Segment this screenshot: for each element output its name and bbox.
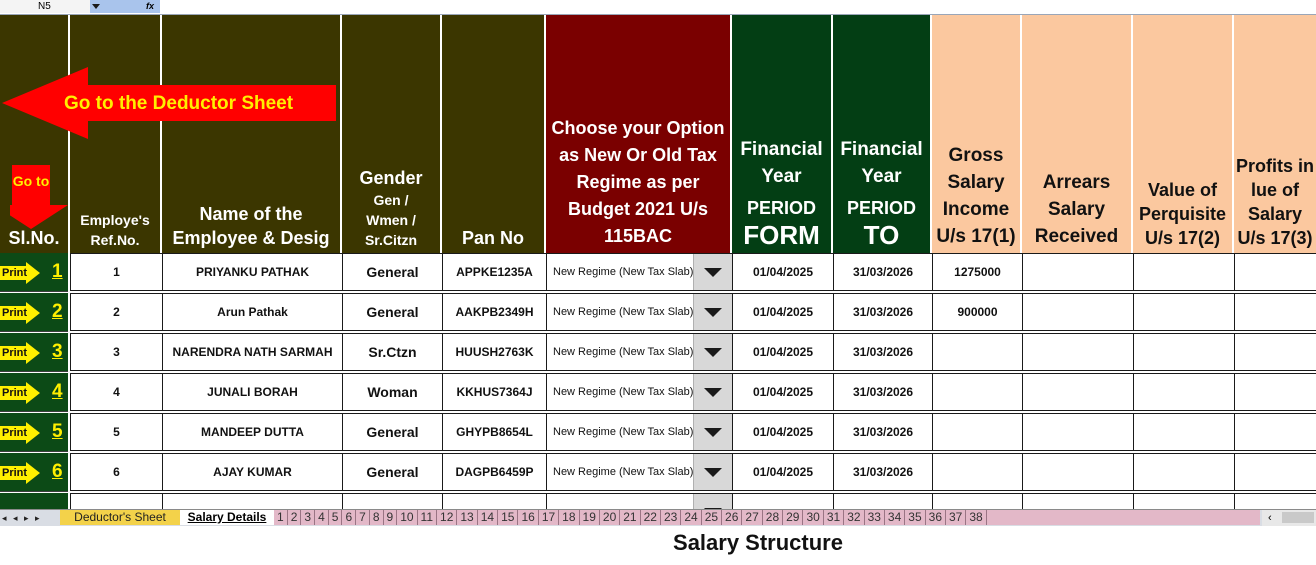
period-to-cell-value: 31/03/2026 [852,265,914,279]
dropdown-button[interactable] [693,414,732,450]
name-cell[interactable] [162,253,343,291]
chevron-down-icon [704,468,722,477]
gross-salary-cell[interactable] [932,453,1023,491]
gross-salary-cell[interactable] [932,413,1023,451]
deductor-link-label: Go to the Deductor Sheet [64,93,294,114]
period-from-cell-value: 01/04/2025 [752,385,814,399]
profits-cell[interactable] [1234,253,1316,291]
name-cell[interactable] [162,373,343,411]
pan-cell[interactable] [442,253,547,291]
name-cell[interactable] [162,333,343,371]
period-to-cell[interactable] [833,413,933,451]
tab-sheet-number[interactable]: 31 [824,510,844,525]
regime-select-value: New Regime (New Tax Slab) [553,426,694,438]
regime-select-value: New Regime (New Tax Slab) [553,346,694,358]
row-number-link[interactable]: 1 [52,261,63,282]
pan-cell[interactable] [442,413,547,451]
pan-cell[interactable] [442,293,547,331]
gender-cell-value: General [366,424,419,440]
period-from-cell[interactable] [732,373,834,411]
deductor-sheet-link[interactable] [2,67,336,139]
header-gender-sub: Gen / Wmen / Sr.Citzn [364,192,418,248]
print-button[interactable] [0,462,40,484]
gender-cell-value: Woman [367,384,418,400]
period-to-cell[interactable] [833,493,933,509]
print-label: Print [2,427,28,439]
dropdown-button[interactable] [693,454,732,490]
gross-salary-cell[interactable] [932,333,1023,371]
print-button[interactable] [0,342,40,364]
ref-cell[interactable] [70,333,163,371]
arrears-cell[interactable] [1022,493,1134,509]
tab-sheet-number[interactable]: 13 [457,510,477,525]
row-number-link[interactable]: 3 [52,341,63,362]
dropdown-button[interactable] [693,294,732,330]
header-regime-label: Choose your Option as New Or Old Tax Regime as per Budget 2021 U/s 115BAC [551,118,725,246]
header-regime [546,15,732,253]
ref-cell-value: 2 [113,305,120,319]
pan-cell[interactable] [442,333,547,371]
gross-salary-cell[interactable] [932,293,1023,331]
header-pan [442,15,546,253]
table-row [0,373,1316,413]
tab-sheet-number[interactable]: 36 [926,510,946,525]
period-from-cell[interactable] [732,253,834,291]
table-row [0,293,1316,333]
gender-cell-value: General [366,304,419,320]
sheet-nav-arrows[interactable]: ◂ ◂ ▸ ▸ [2,513,42,523]
row-number-link[interactable]: 6 [52,461,63,482]
gender-cell-value: Sr.Ctzn [368,344,417,360]
tab-sheet-number[interactable]: 14 [478,510,498,525]
header-fy-to-label: Financial Year [840,139,923,187]
tab-sheet-number[interactable]: 28 [763,510,783,525]
slno-cell [0,493,68,509]
period-to-cell-value: 31/03/2026 [852,425,914,439]
ref-cell-value: 5 [113,425,120,439]
tab-sheet-number[interactable]: 9 [384,510,398,525]
ref-cell-value: 4 [113,385,120,399]
tab-sheet-number[interactable]: 24 [681,510,701,525]
tab-sheet-number[interactable]: 34 [885,510,905,525]
tab-sheet-number[interactable]: 38 [966,510,986,525]
row-number-link[interactable]: 4 [52,381,63,402]
header-to-label: TO [863,220,900,250]
tab-sheet-number[interactable]: 32 [844,510,864,525]
profits-cell[interactable] [1234,453,1316,491]
period-from-cell[interactable] [732,453,834,491]
print-button[interactable] [0,382,40,404]
arrears-cell[interactable] [1022,253,1134,291]
tab-sheet-number[interactable]: 16 [518,510,538,525]
tab-salary-details[interactable]: Salary Details [180,510,274,525]
period-to-cell-value: 31/03/2026 [852,385,914,399]
pan-cell-value: DAGPB6459P [455,465,534,479]
header-slno-label: Sl.No. [8,228,60,248]
period-from-cell-value: 01/04/2025 [752,305,814,319]
period-from-cell[interactable] [732,333,834,371]
header-perquisite [1133,15,1234,253]
tab-sheet-number[interactable]: 20 [600,510,620,525]
regime-select[interactable] [546,373,733,411]
chevron-down-icon [704,428,722,437]
header-gender [342,15,442,253]
regime-select-value: New Regime (New Tax Slab) [553,266,694,278]
header-gross-label: Gross Salary Income U/s 17(1) [936,145,1016,247]
period-from-cell-value: 01/04/2025 [752,345,814,359]
header-gross [932,15,1022,253]
print-label: Print [2,387,28,399]
period-from-cell[interactable] [732,493,834,509]
tab-sheet-number[interactable]: 21 [620,510,640,525]
name-cell[interactable] [162,493,343,509]
scroll-left-icon[interactable]: ‹ [1268,512,1272,524]
ref-cell-value: 6 [113,465,120,479]
period-from-cell-value: 01/04/2025 [752,265,814,279]
ref-cell[interactable] [70,293,163,331]
gender-cell[interactable] [342,253,443,291]
ref-cell[interactable] [70,253,163,291]
header-name-label: Name of the Employee & Desig [172,204,330,248]
tab-sheet-number[interactable]: 12 [437,510,457,525]
header-gender-title: Gender [359,168,423,188]
name-cell-value: NARENDRA NATH SARMAH [172,345,333,359]
print-label: Print [2,467,28,479]
pan-cell-value: GHYPB8654L [456,425,533,439]
header-ref-label: Employe's Ref.No. [80,212,150,248]
tab-sheet-number[interactable]: 23 [661,510,681,525]
tab-sheet-number[interactable]: 27 [742,510,762,525]
numbered-tabs [274,510,1260,525]
header-period-to-label: PERIOD [846,198,916,218]
print-label: Print [2,307,28,319]
name-cell[interactable] [162,293,343,331]
ref-cell[interactable] [70,493,163,509]
tab-sheet-number[interactable]: 15 [498,510,518,525]
arrears-cell[interactable] [1022,293,1134,331]
profits-cell[interactable] [1234,293,1316,331]
header-fy-from-label: Financial Year [740,139,823,187]
period-to-cell[interactable] [833,293,933,331]
header-perquisite-label: Value of Perquisite U/s 17(2) [1138,180,1227,248]
tab-sheet-number[interactable]: 33 [865,510,885,525]
regime-select[interactable] [546,493,733,509]
period-to-cell-value: 31/03/2026 [852,305,914,319]
perquisite-cell[interactable] [1133,373,1235,411]
pan-cell[interactable] [442,373,547,411]
period-from-cell-value: 01/04/2025 [752,465,814,479]
ref-cell[interactable] [70,373,163,411]
gender-cell[interactable] [342,293,443,331]
sheet-tab-bar [0,509,1316,526]
dropdown-button[interactable] [693,374,732,410]
tab-sheet-number[interactable]: 11 [418,510,437,525]
goto-label: Go to [12,173,50,189]
table-row [0,453,1316,493]
name-box[interactable] [0,0,101,13]
slno-cell [0,413,68,452]
tab-sheet-number[interactable]: 25 [702,510,722,525]
gender-cell[interactable] [342,493,443,509]
tab-sheet-number[interactable]: 37 [946,510,966,525]
arrears-cell[interactable] [1022,413,1134,451]
header-arrears [1022,15,1133,253]
tab-sheet-number[interactable]: 4 [315,510,329,525]
header-period-from-label: PERIOD [746,198,816,218]
pan-cell-value: APPKE1235A [456,265,533,279]
chevron-down-icon [704,308,722,317]
gender-cell[interactable] [342,373,443,411]
tab-sheet-number[interactable]: 7 [356,510,370,525]
name-cell[interactable] [162,453,343,491]
table-row [0,493,1316,509]
tab-sheet-number[interactable]: 22 [641,510,661,525]
tab-sheet-number[interactable]: 5 [329,510,343,525]
ref-cell-value: 1 [113,265,120,279]
chevron-down-icon [92,4,100,9]
period-to-cell[interactable] [833,333,933,371]
perquisite-cell[interactable] [1133,493,1235,509]
regime-select[interactable] [546,253,733,291]
pan-cell-value: HUUSH2763K [455,345,534,359]
dropdown-button[interactable] [693,494,732,509]
name-cell-value: PRIYANKU PATHAK [195,265,310,279]
tab-sheet-number[interactable]: 26 [722,510,742,525]
pan-cell-value: KKHUS7364J [456,385,533,399]
profits-cell[interactable] [1234,333,1316,371]
slno-cell [0,293,68,332]
pan-cell[interactable] [442,493,547,509]
perquisite-cell[interactable] [1133,413,1235,451]
gross-salary-cell[interactable] [932,493,1023,509]
period-to-cell[interactable] [833,253,933,291]
gender-cell[interactable] [342,453,443,491]
header-arrears-label: Arrears Salary Received [1034,172,1119,247]
print-button[interactable] [0,262,40,284]
scroll-thumb[interactable] [1282,512,1314,523]
perquisite-cell[interactable] [1133,293,1235,331]
period-to-cell[interactable] [833,453,933,491]
function-icon[interactable]: fx [146,1,155,11]
header-profits-label: Profits in lue of Salary U/s 17(3) [1235,156,1314,248]
slno-cell [0,333,68,372]
tab-sheet-number[interactable]: 30 [803,510,823,525]
regime-select-value: New Regime (New Tax Slab) [553,386,694,398]
tab-sheet-number[interactable]: 35 [905,510,925,525]
chevron-down-icon [704,388,722,397]
formula-bar [0,0,1316,15]
perquisite-cell[interactable] [1133,453,1235,491]
gender-cell-value: General [366,464,419,480]
row-number-link[interactable]: 5 [52,421,63,442]
pan-cell[interactable] [442,453,547,491]
ref-cell-value: 3 [113,345,120,359]
arrears-cell[interactable] [1022,333,1134,371]
regime-select[interactable] [546,413,733,451]
header-period-from [732,15,833,253]
name-cell[interactable] [162,413,343,451]
tab-deductors-sheet[interactable]: Deductor's Sheet [60,510,180,525]
gross-salary-cell-value: 1275000 [954,265,1001,279]
regime-select-value: New Regime (New Tax Slab) [553,306,694,318]
profits-cell[interactable] [1234,373,1316,411]
header-period-to [833,15,932,253]
period-from-cell[interactable] [732,413,834,451]
arrears-cell[interactable] [1022,453,1134,491]
name-cell-value: JUNALI BORAH [207,385,298,399]
tab-sheet-number[interactable]: 8 [370,510,384,525]
period-to-cell-value: 31/03/2026 [852,345,914,359]
header-form-label: FORM [743,220,820,250]
period-from-cell[interactable] [732,293,834,331]
table-row [0,413,1316,453]
row-number-link[interactable]: 2 [52,301,63,322]
tab-sheet-number[interactable]: 10 [397,510,417,525]
cell-reference: N5 [38,1,51,12]
slno-cell [0,453,68,492]
slno-cell [0,253,68,292]
gross-salary-cell-value: 900000 [957,305,998,319]
chevron-down-icon [704,348,722,357]
gender-cell[interactable] [342,333,443,371]
profits-cell[interactable] [1234,413,1316,451]
spreadsheet-grid [0,15,1316,509]
tab-sheet-number[interactable]: 2 [288,510,302,525]
table-row [0,333,1316,373]
pan-cell-value: AAKPB2349H [455,305,534,319]
gross-salary-cell[interactable] [932,373,1023,411]
print-label: Print [2,347,28,359]
header-pan-label: Pan No [461,228,524,248]
tab-sheet-number[interactable]: 17 [539,510,559,525]
name-cell-value: Arun Pathak [217,305,288,319]
perquisite-cell[interactable] [1133,253,1235,291]
table-row [0,253,1316,293]
period-from-cell-value: 01/04/2025 [752,425,814,439]
goto-link[interactable] [10,165,58,227]
period-to-cell[interactable] [833,373,933,411]
horizontal-scrollbar[interactable] [1262,510,1316,526]
tab-sheet-number[interactable]: 29 [783,510,803,525]
period-to-cell-value: 31/03/2026 [852,465,914,479]
slno-cell [0,373,68,412]
print-button[interactable] [0,422,40,444]
gross-salary-cell[interactable] [932,253,1023,291]
gender-cell-value: General [366,264,419,280]
gender-cell[interactable] [342,413,443,451]
arrears-cell[interactable] [1022,373,1134,411]
header-profits [1234,15,1316,253]
caption: Salary Structure [673,530,843,555]
regime-select[interactable] [546,333,733,371]
profits-cell[interactable] [1234,493,1316,509]
tab-sheet-number[interactable]: 18 [559,510,579,525]
perquisite-cell[interactable] [1133,333,1235,371]
name-cell-value: MANDEEP DUTTA [201,425,304,439]
print-button[interactable] [0,302,40,324]
regime-select[interactable] [546,453,733,491]
name-cell-value: AJAY KUMAR [213,465,292,479]
dropdown-button[interactable] [693,334,732,370]
ref-cell[interactable] [70,413,163,451]
ref-cell[interactable] [70,453,163,491]
tab-sheet-number[interactable]: 3 [301,510,315,525]
print-label: Print [2,267,28,279]
tab-sheet-number[interactable]: 6 [342,510,356,525]
regime-select[interactable] [546,293,733,331]
regime-select-value: New Regime (New Tax Slab) [553,466,694,478]
chevron-down-icon [704,268,722,277]
tab-sheet-number[interactable]: 19 [580,510,600,525]
dropdown-button[interactable] [693,254,732,290]
tab-sheet-number[interactable]: 1 [274,510,288,525]
